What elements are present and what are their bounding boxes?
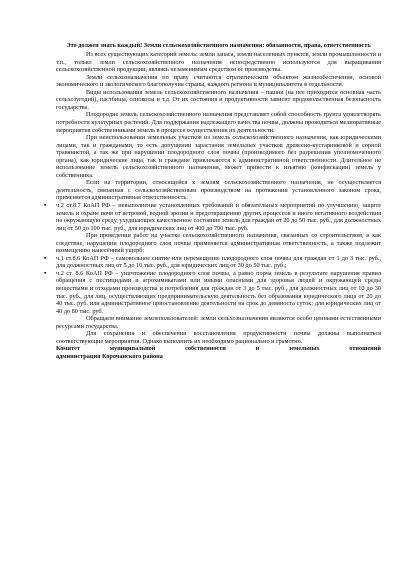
paragraph: Виды использования земель сельскохозяйственного назначения – пашня (на нее приходится основная часть сельхозугодий), пастбища, сенокосы и т.д. От их состояния и продуктивности зависит продовольственная безопасность государства. [56,88,381,111]
signature-line-1 [56,345,381,353]
paragraph: Обращаем внимание землепользователей: земли сельхозназначения являются особо ценными естественными ресурсами государства. [56,315,381,330]
paragraph: При проведении работ на участке сельскохозяйственного назначения, связанных со строительством, и как следствие, нарушении плодородного слоя почвы применяется административная ответственность, а также подлежит возмещению нанесённый ущерб: [56,232,381,255]
paragraph: Из всех существующих категорий земель: земли запаса, земли населенных пунктов, земли промышленности и т.п., только земли сельскохозяйственного назначения непосредственно используются для выращивания сельскохозяйственной продукции, являясь незаменимым средством ее производства. [56,51,381,74]
bullet-icon: ▪ [44,200,47,209]
signature-word: муниципальной [109,345,156,353]
paragraph: Для сохранения и обеспечения восстановления продуктивности почвы должны выполняться соответствующие мероприятия. Однако выполнить их необходимо рационально и грамотно. [56,330,381,345]
list-item-text: ч.2 ст. 8.6 КоАП РФ – уничтожение плодородного слоя почвы, а равно порча земель в результате нарушения правил обращения с пестицидами и агрохимикатами или иными опасными для здоровья людей и окружающей среды веществами и отходами производства и потребления для граждан от 3 до 5 тыс. руб., для должностных лиц от 10 до 30 тыс. руб., для лиц, осуществляющих предпринимательскую деятельность без образования юридического лица от 20 до 40 тыс. руб. или административное приостановление деятельности на срок до девяноста суток; для юридических лиц от 40 до 80 тыс. руб. [56,269,381,315]
list-item-text: ч.2 ст.8.7 КоАП РФ – невыполнение установленных требований и обязательных мероприятий по улучшению, защите земель и охране почв от ветровой, водной эрозии и предотвращению других процессов и иного негативного воздействия на окружающую среду, ухудшающих качественное состояние земель для граждан от 20 до 50 тыс. руб., для должностных лиц от 50 до 100 тыс. руб., для юридических лиц от 400 до 700 тыс. руб. [56,201,381,232]
list-item [44,268,381,315]
paragraph: Земли сельхозназначения по праву считаются стратегическим объектом жизнеобеспечения, основой экономического и экологического благополучия страны, каждого региона и муниципалитета в отдельности. [56,73,381,89]
bullet-icon: ▪ [44,253,47,262]
bullet-icon: ▪ [44,268,47,277]
intro-section [56,51,381,202]
list-item [44,253,381,270]
signature-block [56,345,381,360]
signature-word: земельных [288,345,320,353]
list-item [44,200,381,232]
signature-word: и [255,345,260,353]
penalty-list-2 [44,253,381,315]
list-item-text: ч.1 ст.8.6 КоАП РФ – самовольное снятие или перемещение плодородного слоя почвы для граждан от 1 до 3 тыс. руб., для должностных лиц от 5 до 10 тыс. руб., для юридических лиц от 30 до 50 тыс. руб.; [56,254,381,270]
signature-word: отношений [349,345,381,353]
signature-line-2: администрация Корочанского района [56,352,163,360]
penalty-list-1 [44,200,381,232]
signature-word: Комитет [56,345,80,353]
document-title: Это должен знать каждый! Земли сельскохозяйственного назначения: обязанности, права, ответственность [66,42,371,49]
paragraph: Плодородие земель сельскохозяйственного назначения представляет собой способность грунта удовлетворять потребности культурных растений. Для поддержания надлежащего качества почвы, должны проводиться мелиоративные мероприятия собственниками земель в процессе осуществления их деятельности. [56,111,381,134]
signature-word: собственности [185,345,226,353]
paragraph: При неиспользовании земельных участков из земель сельскохозяйственного назначения, как юридическими лицами, так и гражданами, то есть допущении зарастания земельных участков древесно-кустарниковой и сорной травянистой, а так же при нарушении плодородного слоя почвы (производимого без разрешения уполномоченного органа), как юридические лица, так и граждане привлекаются к административной ответственности. Длительное не использование земель сельскохозяйственного назначения, может привести к изъятию (конфискации) земель у собственника. [56,134,381,179]
paragraph: Если на территории, относящейся к землям сельскохозяйственного назначения, не осуществляется деятельность, связанная с сельскохозяйственным производством на протяжении установленного законом срока, применяется административная ответственность: [56,179,381,202]
